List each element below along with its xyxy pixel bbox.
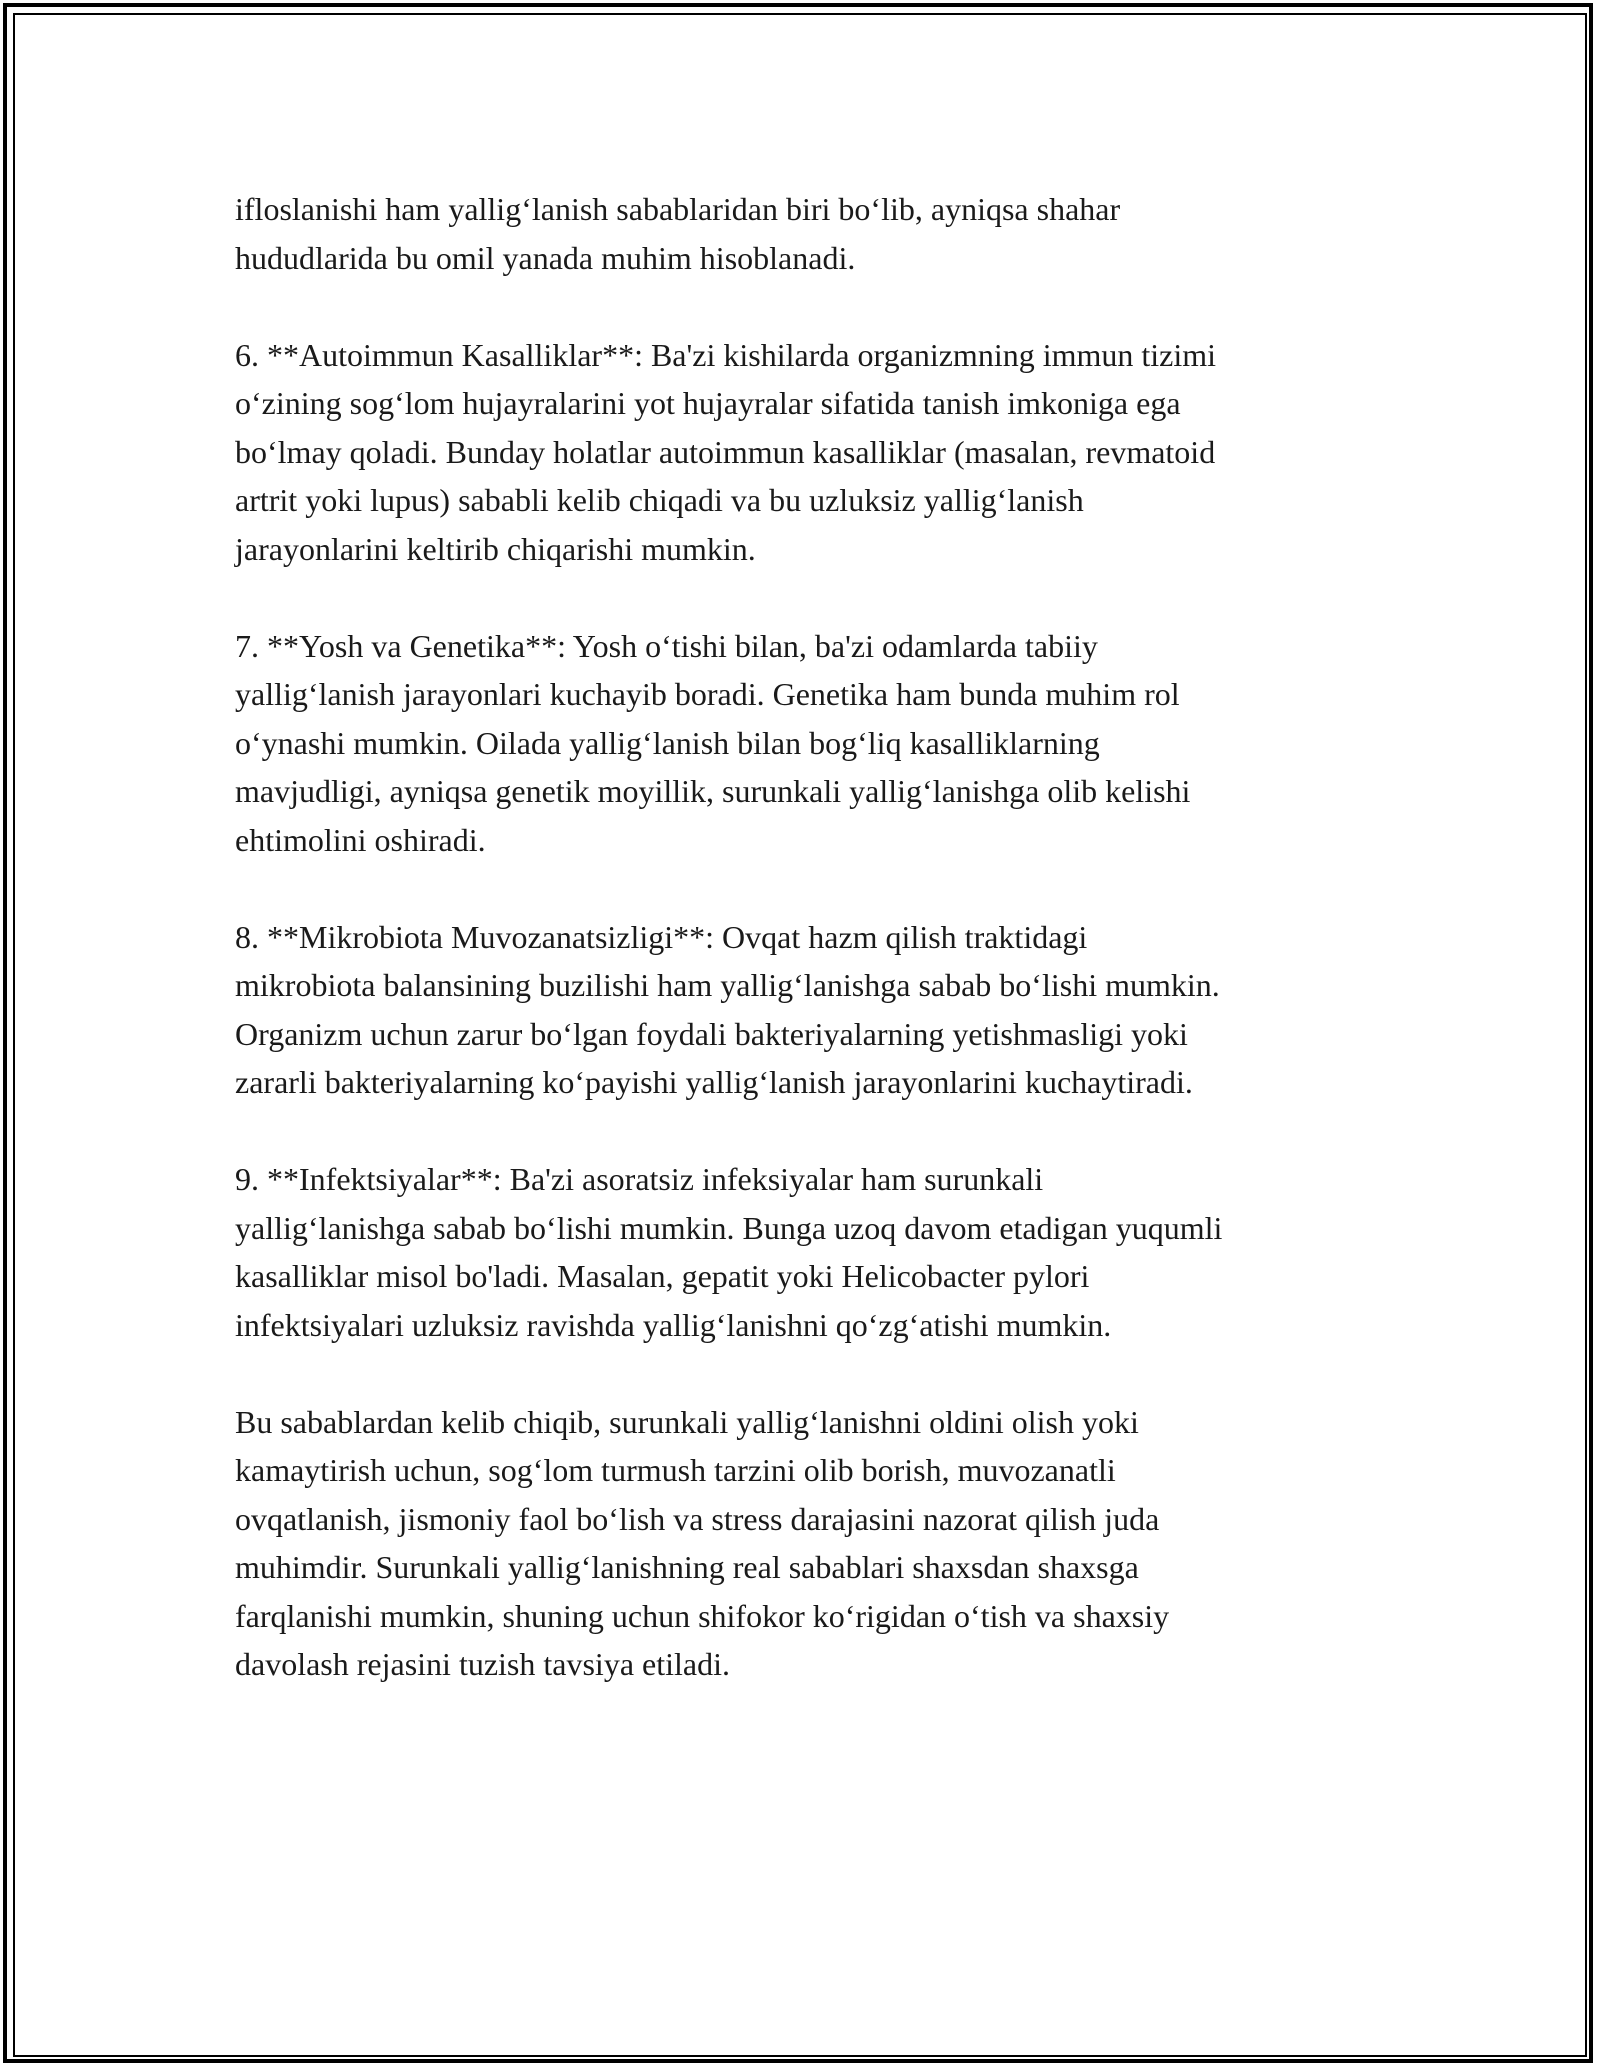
paragraph-microbiota-imbalance: 8. **Mikrobiota Muvozanatsizligi**: Ovqat hazm qilish traktidagi mikrobiota balansining buzilishi ham yallig‘lanishga sabab bo‘lishi mumkin. Organizm uchun zarur bo‘lgan foydali bakteriyalarning yetishmasligi yoki zararli bakteriyalarning ko‘payishi yallig‘lanish jarayonlarini kuchaytiradi. — [235, 918, 1220, 1100]
paragraph-age-and-genetics: 7. **Yosh va Genetika**: Yosh o‘tishi bilan, ba'zi odamlarda tabiiy yallig‘lanish jarayonlari kuchayib boradi. Genetika ham bunda muhim rol o‘ynashi mumkin. Oilada yallig‘lanish bilan bog‘liq kasalliklarning mavjudligi, ayniqsa genetik moyillik, surunkali yallig‘lanishga olib kelishi ehtimolini oshiradi. — [235, 627, 1191, 858]
paragraph-infections: 9. **Infektsiyalar**: Ba'zi asoratsiz infeksiyalar ham surunkali yallig‘lanishga sabab bo‘lishi mumkin. Bunga uzoq davom etadigan yuqumli kasalliklar misol bo'ladi. Masalan, gepatit yoki Helicobacter pylori infektsiyalari uzluksiz ravishda yallig‘lanishni qo‘zg‘atishi mumkin. — [235, 1161, 1223, 1343]
document-body — [235, 185, 1395, 1689]
paragraph-autoimmune-diseases: 6. **Autoimmun Kasalliklar**: Ba'zi kishilarda organizmning immun tizimi o‘zining sog‘lom hujayralarini yot hujayralar sifatida tanish imkoniga ega bo‘lmay qoladi. Bunday holatlar autoimmun kasalliklar (masalan, revmatoid artrit yoki lupus) sababli kelib chiqadi va bu uzluksiz yallig‘lanish jarayonlarini keltirib chiqarishi mumkin. — [235, 336, 1217, 567]
paragraph-air-pollution-continued: ifloslanishi ham yallig‘lanish sabablaridan biri bo‘lib, ayniqsa shahar hududlarida bu omil yanada muhim hisoblanadi. — [235, 191, 1121, 276]
paragraph-conclusion: Bu sabablardan kelib chiqib, surunkali yallig‘lanishni oldini olish yoki kamaytirish uchun, sog‘lom turmush tarzini olib borish, muvozanatli ovqatlanish, jismoniy faol bo‘lish va stress darajasini nazorat qilish juda muhimdir. Surunkali yallig‘lanishning real sabablari shaxsdan shaxsga farqlanishi mumkin, shuning uchun shifokor ko‘rigidan o‘tish va shaxsiy davolash rejasini tuzish tavsiya etiladi. — [235, 1403, 1170, 1682]
